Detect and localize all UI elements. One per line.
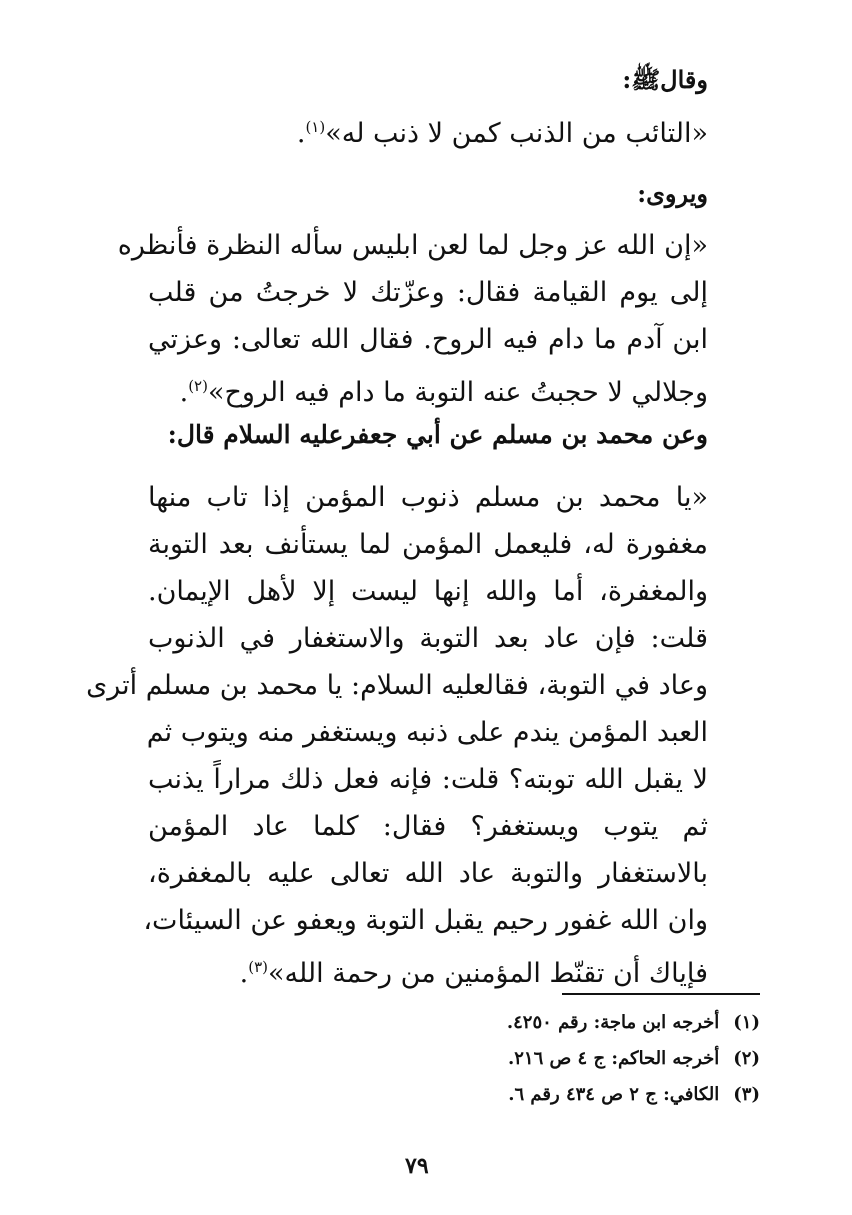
quote-2-line: إلى يوم القيامة فقال: وعزّتك لا خرجتُ من قلب <box>148 277 708 308</box>
quote-3-line: قلت: فإن عاد بعد التوبة والاستغفار في الذنوب <box>148 623 708 654</box>
footnote-divider <box>562 993 760 995</box>
quote-3-line: العبد المؤمن يندم على ذنبه ويستغفر منه ويتوب ثم <box>146 717 708 748</box>
footnote-text: أخرجه الحاكم: ج ٤ ص ٢١٦. <box>507 1048 720 1069</box>
page-number: ٧٩ <box>405 1153 429 1179</box>
quote-3-line-last: فإياك أن تقنّط المؤمنين من رحمة الله»$^{(٣)}$. <box>239 958 708 989</box>
quote-2 <box>117 222 708 416</box>
footnote-ref-1: (١) <box>305 118 326 136</box>
footnote-3 <box>508 1084 760 1105</box>
quote-3-line-text: فإياك أن تقنّط المؤمنين من رحمة الله» <box>268 958 708 989</box>
quote-1: «التائب من الذنب كمن لا ذنب له»$^{(١)}$. <box>296 118 708 149</box>
quote-3-line: ثم يتوب ويستغفر؟ فقال: كلما عاد المؤمن <box>148 811 708 842</box>
footnote-number: (١) <box>733 1012 760 1033</box>
footnote-2 <box>508 1048 760 1069</box>
quote-3-line: بالاستغفار والتوبة عاد الله تعالى عليه بالمغفرة، <box>148 858 708 889</box>
quote-1-text: «التائب من الذنب كمن لا ذنب له» <box>325 118 708 149</box>
footnote-ref-2: (٢) <box>188 377 208 395</box>
intro-line-3: وعن محمد بن مسلم عن أبي جعفرعليه السلام قال: <box>167 420 708 449</box>
footnote-ref-3: (٣) <box>248 958 268 976</box>
quote-3-line: مغفورة له، فليعمل المؤمن لما يستأنف بعد التوبة <box>148 529 708 560</box>
quote-3-line: والمغفرة، أما والله إنها ليست إلا لأهل الإيمان. <box>148 576 708 607</box>
quote-3-line: وعاد في التوبة، فقالعليه السلام: يا محمد بن مسلم أترى <box>86 670 708 701</box>
intro-line-2: ويروى: <box>637 179 708 208</box>
intro-line-1: وقالﷺ: <box>622 65 708 94</box>
quote-3-line: وان الله غفور رحيم يقبل التوبة ويعفو عن السيئات، <box>143 905 708 936</box>
quote-2-line: «إن الله عز وجل لما لعن ابليس سأله النظرة فأنظره <box>117 230 708 261</box>
quote-2-line-last: وجلالي لا حجبتُ عنه التوبة ما دام فيه الروح»$^{(٢)}$. <box>179 377 708 408</box>
quote-2-line-text: وجلالي لا حجبتُ عنه التوبة ما دام فيه الروح» <box>207 377 708 408</box>
quote-2-line: ابن آدم ما دام فيه الروح. فقال الله تعالى: وعزتي <box>148 324 708 355</box>
footnote-text: الكافي: ج ٢ ص ٤٣٤ رقم ٦. <box>508 1084 720 1105</box>
quote-3-line: «يا محمد بن مسلم ذنوب المؤمن إذا تاب منها <box>148 482 708 513</box>
quote-3-line: لا يقبل الله توبته؟ قلت: فإنه فعل ذلك مراراً يذنب <box>148 764 708 795</box>
footnote-number: (٣) <box>733 1084 760 1105</box>
footnote-number: (٢) <box>733 1048 760 1069</box>
footnote-1 <box>507 1012 760 1033</box>
quote-3 <box>86 474 708 997</box>
footnote-text: أخرجه ابن ماجة: رقم ٤٢٥٠. <box>506 1012 720 1033</box>
